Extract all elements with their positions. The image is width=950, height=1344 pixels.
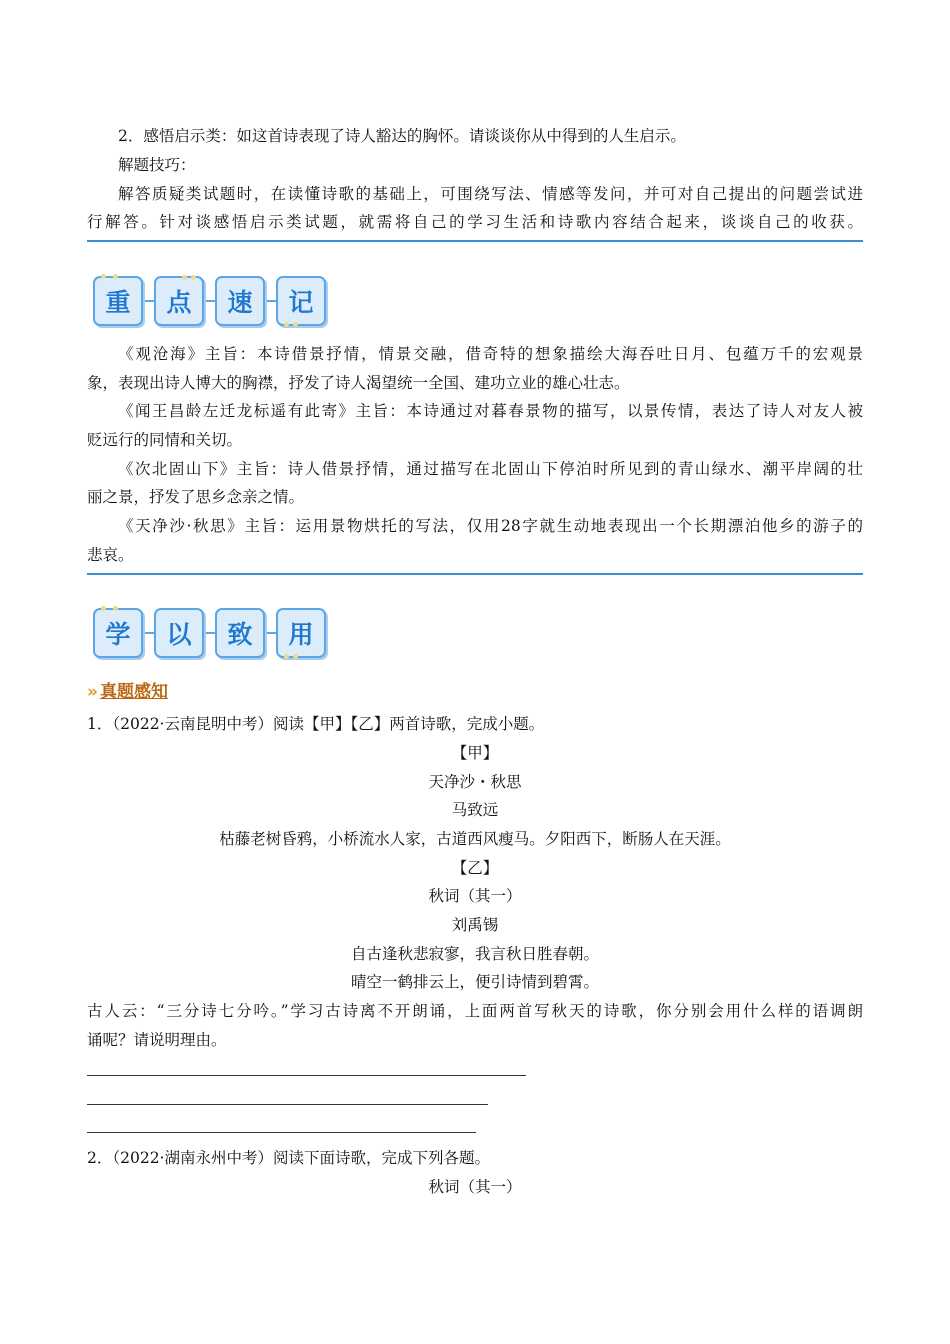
summary-tianjingsha-line2: 悲哀。	[87, 546, 134, 564]
tips-label: 解题技巧：	[118, 156, 196, 174]
banner-connector	[204, 632, 215, 634]
banner-connector	[265, 632, 276, 634]
poem-jia-title: 天净沙・秋思	[428, 773, 522, 791]
tips-paragraph-line2: 行解答。针对谈感悟启示类试题，就需将自己的学习生活和诗歌内容结合起来，谈谈自己的收获。	[87, 213, 863, 231]
banner-char-box: 学	[93, 608, 143, 658]
summary-ci-beigushan-line2: 丽之景，抒发了思乡念亲之情。	[87, 488, 305, 506]
banner-char-box: 记	[276, 276, 326, 326]
banner-connector	[265, 300, 276, 302]
banner-char-box: 点	[154, 276, 204, 326]
poem-jia-label: 【甲】	[451, 744, 499, 762]
poem-jia-text: 枯藤老树昏鸦，小桥流水人家，古道西风瘦马。夕阳西下，断肠人在天涯。	[219, 830, 731, 848]
double-chevron-icon: »	[87, 682, 98, 702]
poem-jia-author: 马致远	[451, 801, 499, 819]
banner-char-box: 重	[93, 276, 143, 326]
section-banner-practice	[93, 608, 326, 658]
summary-guan-canghai-line2: 象，表现出诗人博大的胸襟，抒发了诗人渴望统一全国、建功立业的雄心壮志。	[87, 374, 630, 392]
summary-ci-beigushan-line1: 《次北固山下》主旨：诗人借景抒情，通过描写在北固山下停泊时所见到的青山绿水、潮平岸阔的壮	[118, 460, 863, 478]
banner-connector	[204, 300, 215, 302]
summary-wen-wangchangling-line2: 贬远行的同情和关切。	[87, 431, 243, 449]
real-exam-tag: » 真题感知	[87, 682, 168, 702]
section-divider	[87, 240, 863, 242]
section-divider	[87, 573, 863, 575]
section-banner-key-points	[93, 276, 326, 326]
question-2-stem: 2．（2022·湖南永州中考）阅读下面诗歌，完成下列各题。	[87, 1149, 490, 1167]
poem-yi-author: 刘禹锡	[451, 916, 499, 934]
answer-blank-line[interactable]	[87, 1075, 526, 1076]
question-1-prompt-line1: 古人云：“三分诗七分吟。”学习古诗离不开朗诵，上面两首写秋天的诗歌，你分别会用什么样的语调朗	[87, 1002, 863, 1020]
tips-paragraph-line1: 解答质疑类试题时，在读懂诗歌的基础上，可围绕写法、情感等发问，并可对自己提出的问题尝试进	[118, 185, 863, 203]
poem-yi-label: 【乙】	[451, 859, 499, 877]
banner-connector	[143, 632, 154, 634]
poem-yi-line2: 晴空一鹤排云上，便引诗情到碧霄。	[350, 973, 599, 991]
question-item-2: 2．感悟启示类：如这首诗表现了诗人豁达的胸怀。请谈谈你从中得到的人生启示。	[118, 127, 686, 145]
question-1-prompt-line2: 诵呢？请说明理由。	[87, 1031, 227, 1049]
question-2-poem-title: 秋词（其一）	[428, 1178, 522, 1196]
question-1-stem: 1．（2022·云南昆明中考）阅读【甲】【乙】两首诗歌，完成小题。	[87, 715, 545, 733]
poem-yi-title: 秋词（其一）	[428, 887, 522, 905]
poem-yi-line1: 自古逢秋悲寂寥，我言秋日胜春朝。	[350, 945, 599, 963]
answer-blank-line[interactable]	[87, 1132, 476, 1133]
summary-wen-wangchangling-line1: 《闻王昌龄左迁龙标遥有此寄》主旨：本诗通过对暮春景物的描写，以景传情，表达了诗人对友人被	[118, 402, 863, 420]
banner-char-box: 以	[154, 608, 204, 658]
banner-char-box: 速	[215, 276, 265, 326]
banner-char-box: 用	[276, 608, 326, 658]
banner-connector	[143, 300, 154, 302]
summary-guan-canghai-line1: 《观沧海》主旨：本诗借景抒情，情景交融，借奇特的想象描绘大海吞吐日月、包蕴万千的宏观景	[118, 345, 863, 363]
summary-tianjingsha-line1: 《天净沙·秋思》主旨：运用景物烘托的写法，仅用28字就生动地表现出一个长期漂泊他乡的游子的	[118, 517, 863, 535]
banner-char-box: 致	[215, 608, 265, 658]
answer-blank-line[interactable]	[87, 1104, 488, 1105]
